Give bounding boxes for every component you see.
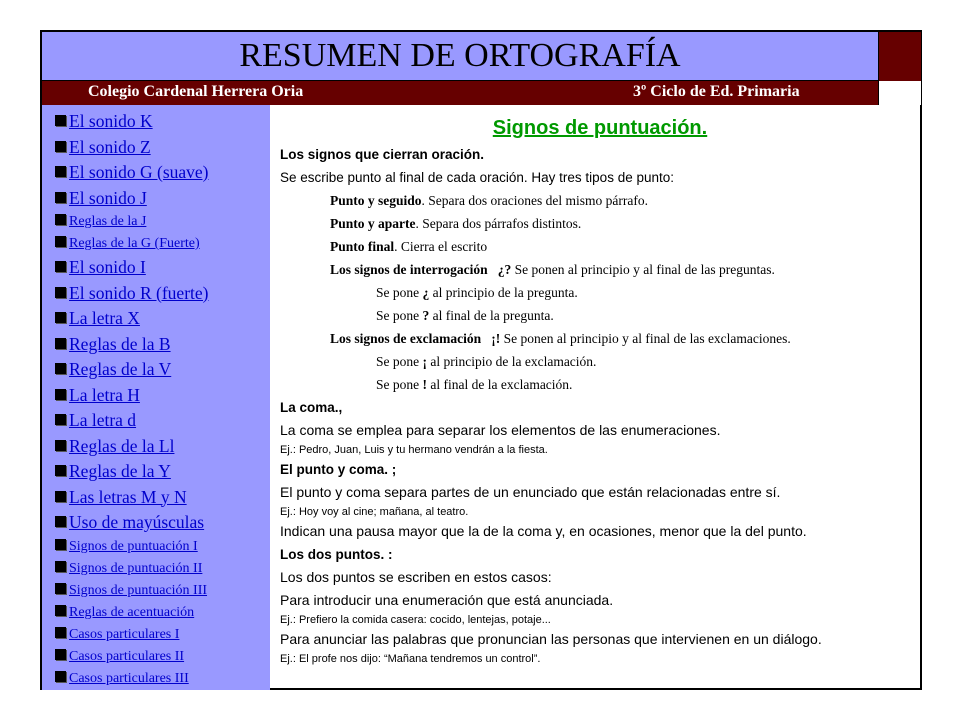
symbol: ¿ (422, 285, 430, 300)
text: al final de la pregunta. (429, 308, 554, 323)
main-content (280, 105, 920, 690)
text-line (280, 189, 920, 212)
sidebar-item[interactable] (55, 332, 270, 358)
sidebar-item[interactable] (55, 536, 270, 558)
square-bullet-icon (55, 115, 66, 126)
slide (40, 30, 922, 690)
sidebar-link[interactable]: Reglas de la V (69, 359, 172, 379)
sidebar-link[interactable]: Reglas de la Y (69, 461, 171, 481)
symbol: ? (422, 308, 430, 323)
sidebar-item[interactable] (55, 485, 270, 511)
text-line: Los dos puntos se escriben en estos casos: (280, 569, 552, 585)
text-line (280, 304, 920, 327)
sidebar-link[interactable]: La letra X (69, 308, 140, 328)
section-title: Signos de puntuación. (492, 117, 708, 139)
square-bullet-icon (55, 363, 66, 374)
sidebar-link[interactable]: Casos particulares II (69, 648, 185, 664)
example-line: Ej.: El profe nos dijo: “Mañana tendremos un control”. (280, 653, 541, 665)
page-title: RESUMEN DE ORTOGRAFÍA (239, 37, 681, 74)
square-bullet-icon (55, 338, 66, 349)
example-line: Ej.: Pedro, Juan, Luis y tu hermano vendrán a la fiesta. (280, 444, 548, 456)
sidebar-link[interactable]: La letra H (69, 384, 140, 405)
sidebar-item[interactable] (55, 668, 270, 690)
sidebar-link[interactable]: El sonido J (69, 187, 147, 208)
sidebar-link[interactable]: Signos de puntuación III (69, 582, 208, 598)
term: Punto y seguido (330, 193, 422, 208)
sidebar-link[interactable]: Reglas de la Ll (69, 435, 175, 456)
square-bullet-icon (55, 166, 66, 177)
text: Se pone (376, 308, 423, 323)
sidebar-item[interactable] (55, 135, 270, 161)
square-bullet-icon (55, 261, 66, 272)
definition: . Cierra el escrito (394, 239, 488, 254)
square-bullet-icon (55, 539, 66, 550)
text-line: Indican una pausa mayor que la de la coma y, en ocasiones, menor que la del punto. (280, 523, 807, 539)
sidebar-item[interactable] (55, 624, 270, 646)
term: Los signos de interrogación ¿? (330, 262, 512, 277)
subheading: El punto y coma. ; (280, 462, 397, 477)
sidebar-link[interactable]: La letra d (69, 410, 137, 430)
square-bullet-icon (55, 583, 66, 594)
sidebar-item[interactable] (55, 408, 270, 434)
definition: . Separa dos párrafos distintos. (415, 216, 582, 231)
title-bar (42, 32, 878, 81)
sidebar-item[interactable] (55, 357, 270, 383)
text: al principio de la pregunta. (429, 285, 578, 300)
text-line: La coma se emplea para separar los elementos de las enumeraciones. (280, 422, 721, 438)
text: Se pone (376, 377, 423, 392)
square-bullet-icon (55, 491, 66, 502)
sidebar-item[interactable] (55, 602, 270, 624)
text-line (280, 350, 920, 373)
text-line: Los signos que cierran oración. (280, 147, 485, 162)
sidebar-item[interactable] (55, 186, 270, 212)
example-line: Ej.: Prefiero la comida casera: cocido, lentejas, potaje... (280, 614, 551, 626)
sidebar-item[interactable] (55, 383, 270, 409)
square-bullet-icon (55, 287, 66, 298)
sidebar-link[interactable]: Reglas de la G (Fuerte) (69, 236, 200, 251)
sidebar-link[interactable]: Reglas de la B (69, 333, 171, 354)
text-line: El punto y coma separa partes de un enunciado que están relacionadas entre sí. (280, 484, 781, 500)
sidebar-item[interactable] (55, 109, 270, 135)
text: Se pone (376, 285, 423, 300)
sidebar-link[interactable]: Reglas de acentuación (69, 604, 195, 620)
square-bullet-icon (55, 671, 66, 682)
square-bullet-icon (55, 516, 66, 527)
definition: Se ponen al principio y al final de las exclamaciones. (500, 331, 791, 346)
sidebar-link[interactable]: Signos de puntuación I (69, 538, 198, 554)
sidebar-item[interactable] (55, 211, 270, 233)
corner-block (878, 32, 921, 81)
text-line (280, 258, 920, 281)
text-line (280, 212, 920, 235)
sidebar-link[interactable]: Signos de puntuación II (69, 560, 203, 576)
square-bullet-icon (55, 214, 66, 225)
example-line: Ej.: Hoy voy al cine; mañana, al teatro. (280, 506, 469, 518)
symbol: ! (422, 377, 427, 392)
text-line: Para introducir una enumeración que está anunciada. (280, 592, 614, 608)
term: Los signos de exclamación ¡! (330, 331, 501, 346)
cycle-label: 3º Ciclo de Ed. Primaria (633, 83, 800, 100)
square-bullet-icon (55, 649, 66, 660)
definition: Se ponen al principio y al final de las preguntas. (511, 262, 775, 277)
subtitle-bar (42, 81, 878, 105)
text-line: Se escribe punto al final de cada oración. Hay tres tipos de punto: (280, 170, 674, 185)
sidebar-link[interactable]: Las letras M y N (69, 486, 187, 507)
sidebar-item[interactable] (55, 160, 270, 186)
square-bullet-icon (55, 414, 66, 425)
corner-block-white (878, 81, 921, 105)
square-bullet-icon (55, 236, 66, 247)
sidebar-link[interactable]: Casos particulares III (69, 670, 189, 686)
text-line (280, 281, 920, 304)
square-bullet-icon (55, 440, 66, 451)
text-line (280, 235, 920, 258)
symbol: ¡ (422, 354, 427, 369)
sidebar-item[interactable] (55, 281, 270, 307)
sidebar-link[interactable]: Casos particulares I (69, 626, 180, 642)
text: Se pone (376, 354, 423, 369)
sidebar-item[interactable] (55, 233, 270, 255)
text-line: Para anunciar las palabras que pronuncian las personas que intervienen en un diálogo. (280, 631, 822, 647)
sidebar-item[interactable] (55, 580, 270, 602)
sidebar-item[interactable] (55, 255, 270, 281)
square-bullet-icon (55, 605, 66, 616)
sidebar-item[interactable] (55, 459, 270, 485)
term: Punto y aparte (330, 216, 416, 231)
sidebar-link[interactable]: El sonido Z (69, 136, 151, 157)
sidebar (42, 105, 270, 690)
subheading: La coma., (280, 400, 343, 415)
sidebar-link[interactable]: El sonido R (fuerte) (69, 282, 209, 303)
sidebar-link[interactable]: El sonido K (69, 111, 153, 131)
sidebar-link[interactable]: Uso de mayúsculas (69, 512, 205, 532)
sidebar-item[interactable] (55, 646, 270, 668)
text: al principio de la exclamación. (427, 354, 597, 369)
sidebar-link[interactable]: Reglas de la J (69, 214, 147, 229)
square-bullet-icon (55, 465, 66, 476)
square-bullet-icon (55, 627, 66, 638)
sidebar-item[interactable] (55, 510, 270, 536)
definition: . Separa dos oraciones del mismo párrafo. (421, 193, 648, 208)
sidebar-item[interactable] (55, 306, 270, 332)
school-name: Colegio Cardenal Herrera Oria (88, 83, 304, 100)
sidebar-item[interactable] (55, 558, 270, 580)
sidebar-link[interactable]: El sonido G (suave) (69, 162, 209, 182)
text-line (280, 373, 920, 396)
square-bullet-icon (55, 141, 66, 152)
square-bullet-icon (55, 389, 66, 400)
square-bullet-icon (55, 561, 66, 572)
text-line (280, 327, 920, 350)
square-bullet-icon (55, 312, 66, 323)
sidebar-item[interactable] (55, 434, 270, 460)
square-bullet-icon (55, 192, 66, 203)
text: al final de la exclamación. (427, 377, 573, 392)
subheading: Los dos puntos. : (280, 547, 393, 562)
term: Punto final (330, 239, 395, 254)
sidebar-link[interactable]: El sonido I (69, 257, 146, 277)
